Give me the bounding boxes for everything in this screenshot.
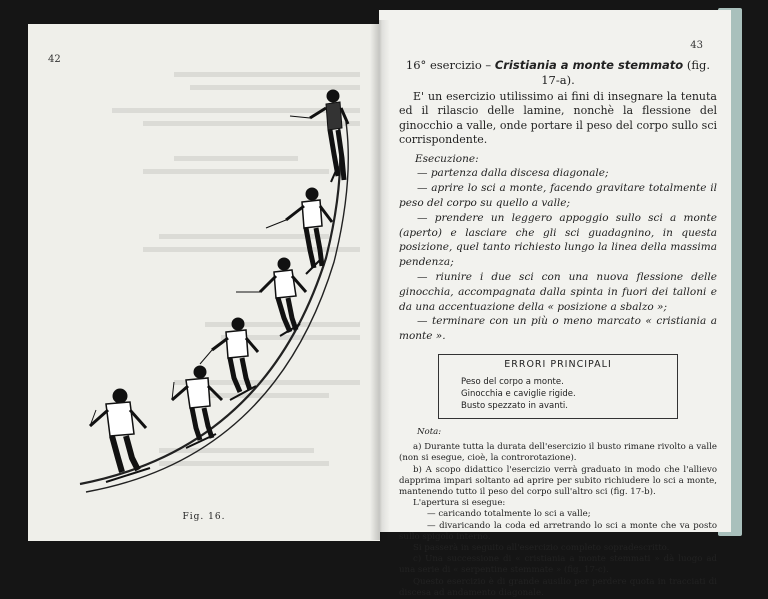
note-paragraph: Si passerà in seguito all'esercizio completo sopradescritto. xyxy=(413,542,670,553)
skier-sequence-illustration xyxy=(76,88,366,508)
note-paragraph: — caricando totalmente lo sci a valle; xyxy=(427,509,591,520)
execution-step: — partenza dalla discesa diagonale; xyxy=(417,167,609,180)
intro-paragraph: E' un esercizio utilissimo ai fini di insegnare la tenuta ed il rilascio delle lamine, nonchè la flessione del ginocchio a valle, onde portare il peso del corpo sullo sci corrispondente. xyxy=(399,89,717,147)
execution-step: — aprire lo sci a monte, facendo gravitare totalmente il peso del corpo su quello a valle; xyxy=(399,182,717,209)
exercise-title: 16° esercizio – Cristiania a monte stemmato (fig. 17-a). xyxy=(405,58,711,87)
error-item: Ginocchia e caviglie rigide. xyxy=(461,388,576,399)
execution-step: — prendere un leggero appoggio sullo sci a monte (aperto) e lasciare che gli sci guadagnino, in questa posizione, quel tanto richiesto lungo la linea della massima pendenza; xyxy=(399,211,717,269)
notes-section xyxy=(399,427,717,599)
figure-caption: Fig. 16. xyxy=(182,512,226,522)
skier-figure xyxy=(172,366,222,448)
execution-step: — terminare con un più o meno marcato « cristiania a monte ». xyxy=(399,315,717,343)
book-gutter xyxy=(370,20,390,540)
left-page xyxy=(28,24,380,541)
execution-step: — riunire i due sci con una nuova flessione delle ginocchia, accompagnata dalla spinta in fuori dei talloni e da una accentuazione della « posizione a sbalzo »; xyxy=(399,270,717,313)
errors-box-title: ERRORI PRINCIPALI xyxy=(504,358,612,370)
note-heading: Nota: xyxy=(417,426,442,437)
note-paragraph: Questo esercizio è di grande ausilio per perdere quota in tracciati di discesa ad andamento diagonale. xyxy=(399,576,717,598)
error-item: Peso del corpo a monte. xyxy=(461,376,564,387)
skier-figure xyxy=(90,389,150,482)
execution-heading: Esecuzione: xyxy=(415,152,479,165)
exercise-title-bold: Cristiania a monte stemmato xyxy=(494,58,684,72)
note-paragraph: b) A scopo didattico l'esercizio verrà graduato in modo che l'allievo dapprima impari soltanto ad aprire per subito richiudere lo sci a monte, mantenendo tutto il peso del corpo sull'altro sci (fig. 17-b). xyxy=(399,464,717,497)
note-paragraph: a) Durante tutta la durata dell'esercizio il busto rimane rivolto a valle (non si esegue, cioè, la controrotazione). xyxy=(399,442,717,464)
page-number-left: 42 xyxy=(48,54,61,65)
skier-figure xyxy=(236,258,306,336)
right-page xyxy=(379,10,731,598)
page-number-right: 43 xyxy=(690,40,703,51)
execution-section xyxy=(399,152,717,344)
errors-box xyxy=(438,354,678,419)
skier-figure xyxy=(266,188,332,274)
note-paragraph: — divaricando la coda ed arretrando lo sci a monte che va posto sullo spigolo interno. xyxy=(399,520,717,542)
note-paragraph: c) Una successione di « cristiania a monte stemmati » dà luogo ad una serie di « serpentine stemmate » (fig. 17-c). xyxy=(399,554,717,576)
note-paragraph: L'apertura si esegue: xyxy=(413,498,506,509)
error-item: Busto spezzato in avanti. xyxy=(461,400,568,411)
